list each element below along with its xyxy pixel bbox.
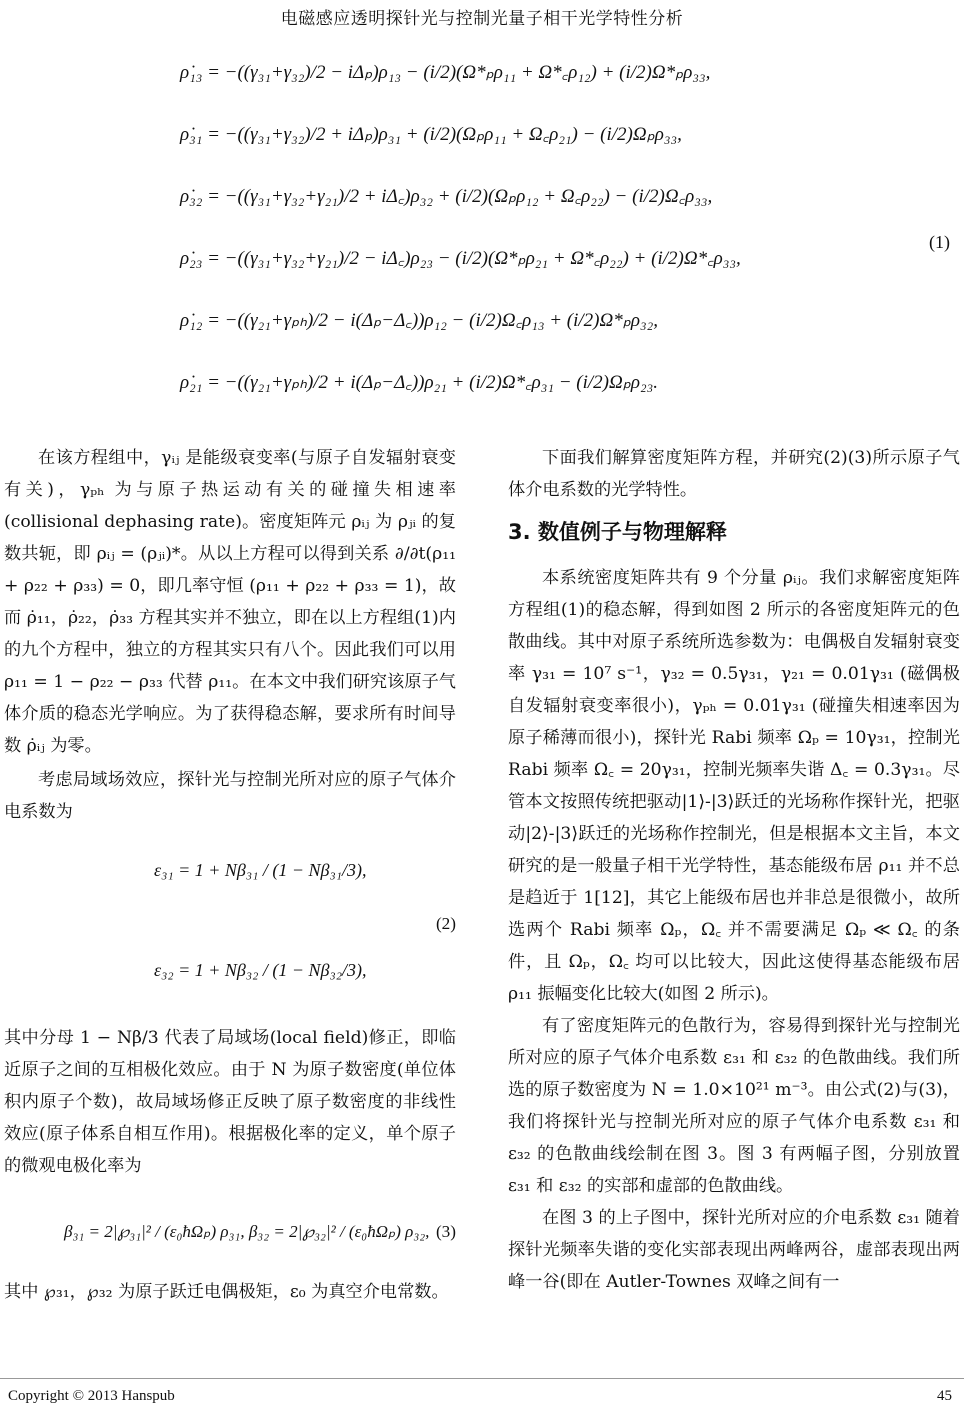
paragraph: 其中分母 1 − Nβ/3 代表了局域场(local field)修正，即临近原子之间的互相极化效应。由于 N 为原子数密度(单位体积内原子个数)，故局域场修正反映了原子数密度的非线性效应(原子体系自相互作用)。根据极化率的定义，单个原子的微观电极化率为: [4, 1028, 456, 1176]
page-number: 45: [937, 1388, 952, 1404]
equation-number: (1): [929, 232, 950, 252]
equation-line: ρ̇₁₂ = −((γ₂₁+γₚₕ)/2 − i(Δₚ−Δ꜀))ρ₁₂ − (i/2)Ω꜀ρ₁₃ + (i/2)Ω*ₚρ₃₂,: [180, 310, 658, 331]
section-heading: 3. 数值例子与物理解释: [508, 520, 727, 544]
equation-line: ρ̇₃₂ = −((γ₃₁+γ₃₂+γ₂₁)/2 + iΔ꜀)ρ₃₂ + (i/2)(Ωₚρ₁₂ + Ω꜀ρ₂₂) − (i/2)Ω꜀ρ₃₃,: [180, 186, 713, 207]
copyright: Copyright © 2013 Hanspub: [8, 1388, 175, 1404]
equation-3-body: β₃₁ = 2|℘₃₁|² / (ε₀ħΩₚ) ρ₃₁, β₃₂ = 2|℘₃₂|² / (ε₀ħΩₚ) ρ₃₂,: [64, 1222, 430, 1241]
equation-system-1: [180, 40, 740, 412]
paragraph: 考虑局域场效应，探针光与控制光所对应的原子气体介电系数为: [4, 770, 456, 822]
footer-rule: [0, 1378, 964, 1379]
left-column: [4, 442, 456, 1308]
equation-line: ρ̇₁₃ = −((γ₃₁+γ₃₂)/2 − iΔₚ)ρ₁₃ − (i/2)(Ω*ₚρ₁₁ + Ω*꜀ρ₁₂) + (i/2)Ω*ₚρ₃₃,: [180, 62, 711, 83]
paragraph: 其中 ℘₃₁，℘₃₂ 为原子跃迁电偶极矩，ε₀ 为真空介电常数。: [4, 1282, 449, 1302]
equation-line: ρ̇₂₁ = −((γ₂₁+γₚₕ)/2 + i(Δₚ−Δ꜀))ρ₂₁ + (i/2)Ω*꜀ρ₃₁ − (i/2)Ωₚρ₂₃.: [180, 372, 658, 393]
equation-3: [4, 1190, 456, 1276]
running-title: 电磁感应透明探针光与控制光量子相干光学特性分析: [280, 9, 684, 29]
paragraph: 在该方程组中，γᵢⱼ 是能级衰变率(与原子自发辐射衰变有关)，γₚₕ 为与原子热运动有关的碰撞失相速率(collisional dephasing rate)。密度矩阵元 ρᵢⱼ 为 ρⱼᵢ 的复数共轭，即 ρᵢⱼ = (ρⱼᵢ)*。从以上方程可以得到关系 ∂/∂t(ρ₁₁ + ρ₂₂ + ρ₃₃) = 0，即几率守恒 (ρ₁₁ + ρ₂₂ + ρ₃₃ = 1)，故而 ρ̇₁₁，ρ̇₂₂，ρ̇₃₃ 方程其实并不独立，即在以上方程组(1)内的九个方程中，独立的方程其实只有八个。因此我们可以用 ρ₁₁ = 1 − ρ₂₂ − ρ₃₃ 代替 ρ₁₁。在本文中我们研究该原子气体介质的稳态光学响应。为了获得稳态解，要求所有时间导数 ρ̇ᵢⱼ 为零。: [4, 448, 456, 756]
equation-line: ρ̇₂₃ = −((γ₃₁+γ₃₂+γ₂₁)/2 − iΔ꜀)ρ₂₃ − (i/2)(Ω*ₚρ₂₁ + Ω*꜀ρ₂₂) + (i/2)Ω*꜀ρ₃₃,: [180, 248, 741, 269]
paragraph: 下面我们解算密度矩阵方程，并研究(2)(3)所示原子气体介电系数的光学特性。: [508, 448, 960, 500]
equation-2b: ε₃₂ = 1 + Nβ₃₂ / (1 − Nβ₃₂/3),: [154, 960, 367, 980]
equation-2: [4, 832, 456, 1022]
equation-number: (2): [435, 914, 456, 933]
equation-2a: ε₃₁ = 1 + Nβ₃₁ / (1 − Nβ₃₁/3),: [154, 860, 367, 880]
paragraph: 有了密度矩阵元的色散行为，容易得到探针光与控制光所对应的原子气体介电系数 ε₃₁ 和 ε₃₂ 的色散曲线。我们所选的原子数密度为 N = 1.0×10²¹ m⁻³。由公式(2)与(3)，我们将探针光与控制光所对应的原子气体介电系数 ε₃₁ 和 ε₃₂ 的色散曲线绘制在图 3。图 3 有两幅子图，分别放置 ε₃₁ 和 ε₃₂ 的实部和虚部的色散曲线。: [508, 1016, 960, 1196]
paragraph: 在图 3 的上子图中，探针光所对应的介电系数 ε₃₁ 随着探针光频率失谐的变化实部表现出两峰两谷，虚部表现出两峰一谷(即在 Autler-Townes 双峰之间有一: [508, 1208, 960, 1292]
equation-line: ρ̇₃₁ = −((γ₃₁+γ₃₂)/2 + iΔₚ)ρ₃₁ + (i/2)(Ωₚρ₁₁ + Ω꜀ρ₂₁) − (i/2)Ωₚρ₃₃,: [180, 124, 682, 145]
paragraph: 本系统密度矩阵共有 9 个分量 ρᵢⱼ。我们求解密度矩阵方程组(1)的稳态解，得到如图 2 所示的各密度矩阵元的色散曲线。其中对原子系统所选参数为：电偶极自发辐射衰变率 γ₃₁ = 10⁷ s⁻¹，γ₃₂ = 0.5γ₃₁，γ₂₁ = 0.01γ₃₁ (磁偶极自发辐射衰变率很小)，γₚₕ = 0.01γ₃₁ (碰撞失相速率因为原子稀薄而很小)，探针光 Rabi 频率 Ωₚ = 10γ₃₁，控制光 Rabi 频率 Ω꜀ = 20γ₃₁，控制光频率失谐 Δ꜀ = 0.3γ₃₁。尽管本文按照传统把驱动|1⟩-|3⟩跃迁的光场称作探针光，把驱动|2⟩-|3⟩跃迁的光场称作控制光，但是根据本文主旨，本文研究的是一般量子相干光学特性，基态能级布居 ρ₁₁ 并不总是趋近于 1[12]，其它上能级布居也并非总是很微小，故所选两个 Rabi 频率 Ωₚ，Ω꜀ 并不需要满足 Ωₚ ≪ Ω꜀ 的条件，且 Ωₚ，Ω꜀ 均可以比较大，因此这使得基态能级布居 ρ₁₁ 振幅变化比较大(如图 2 所示)。: [508, 568, 960, 1004]
equation-number: (3): [435, 1222, 456, 1241]
right-column: [508, 442, 960, 1298]
